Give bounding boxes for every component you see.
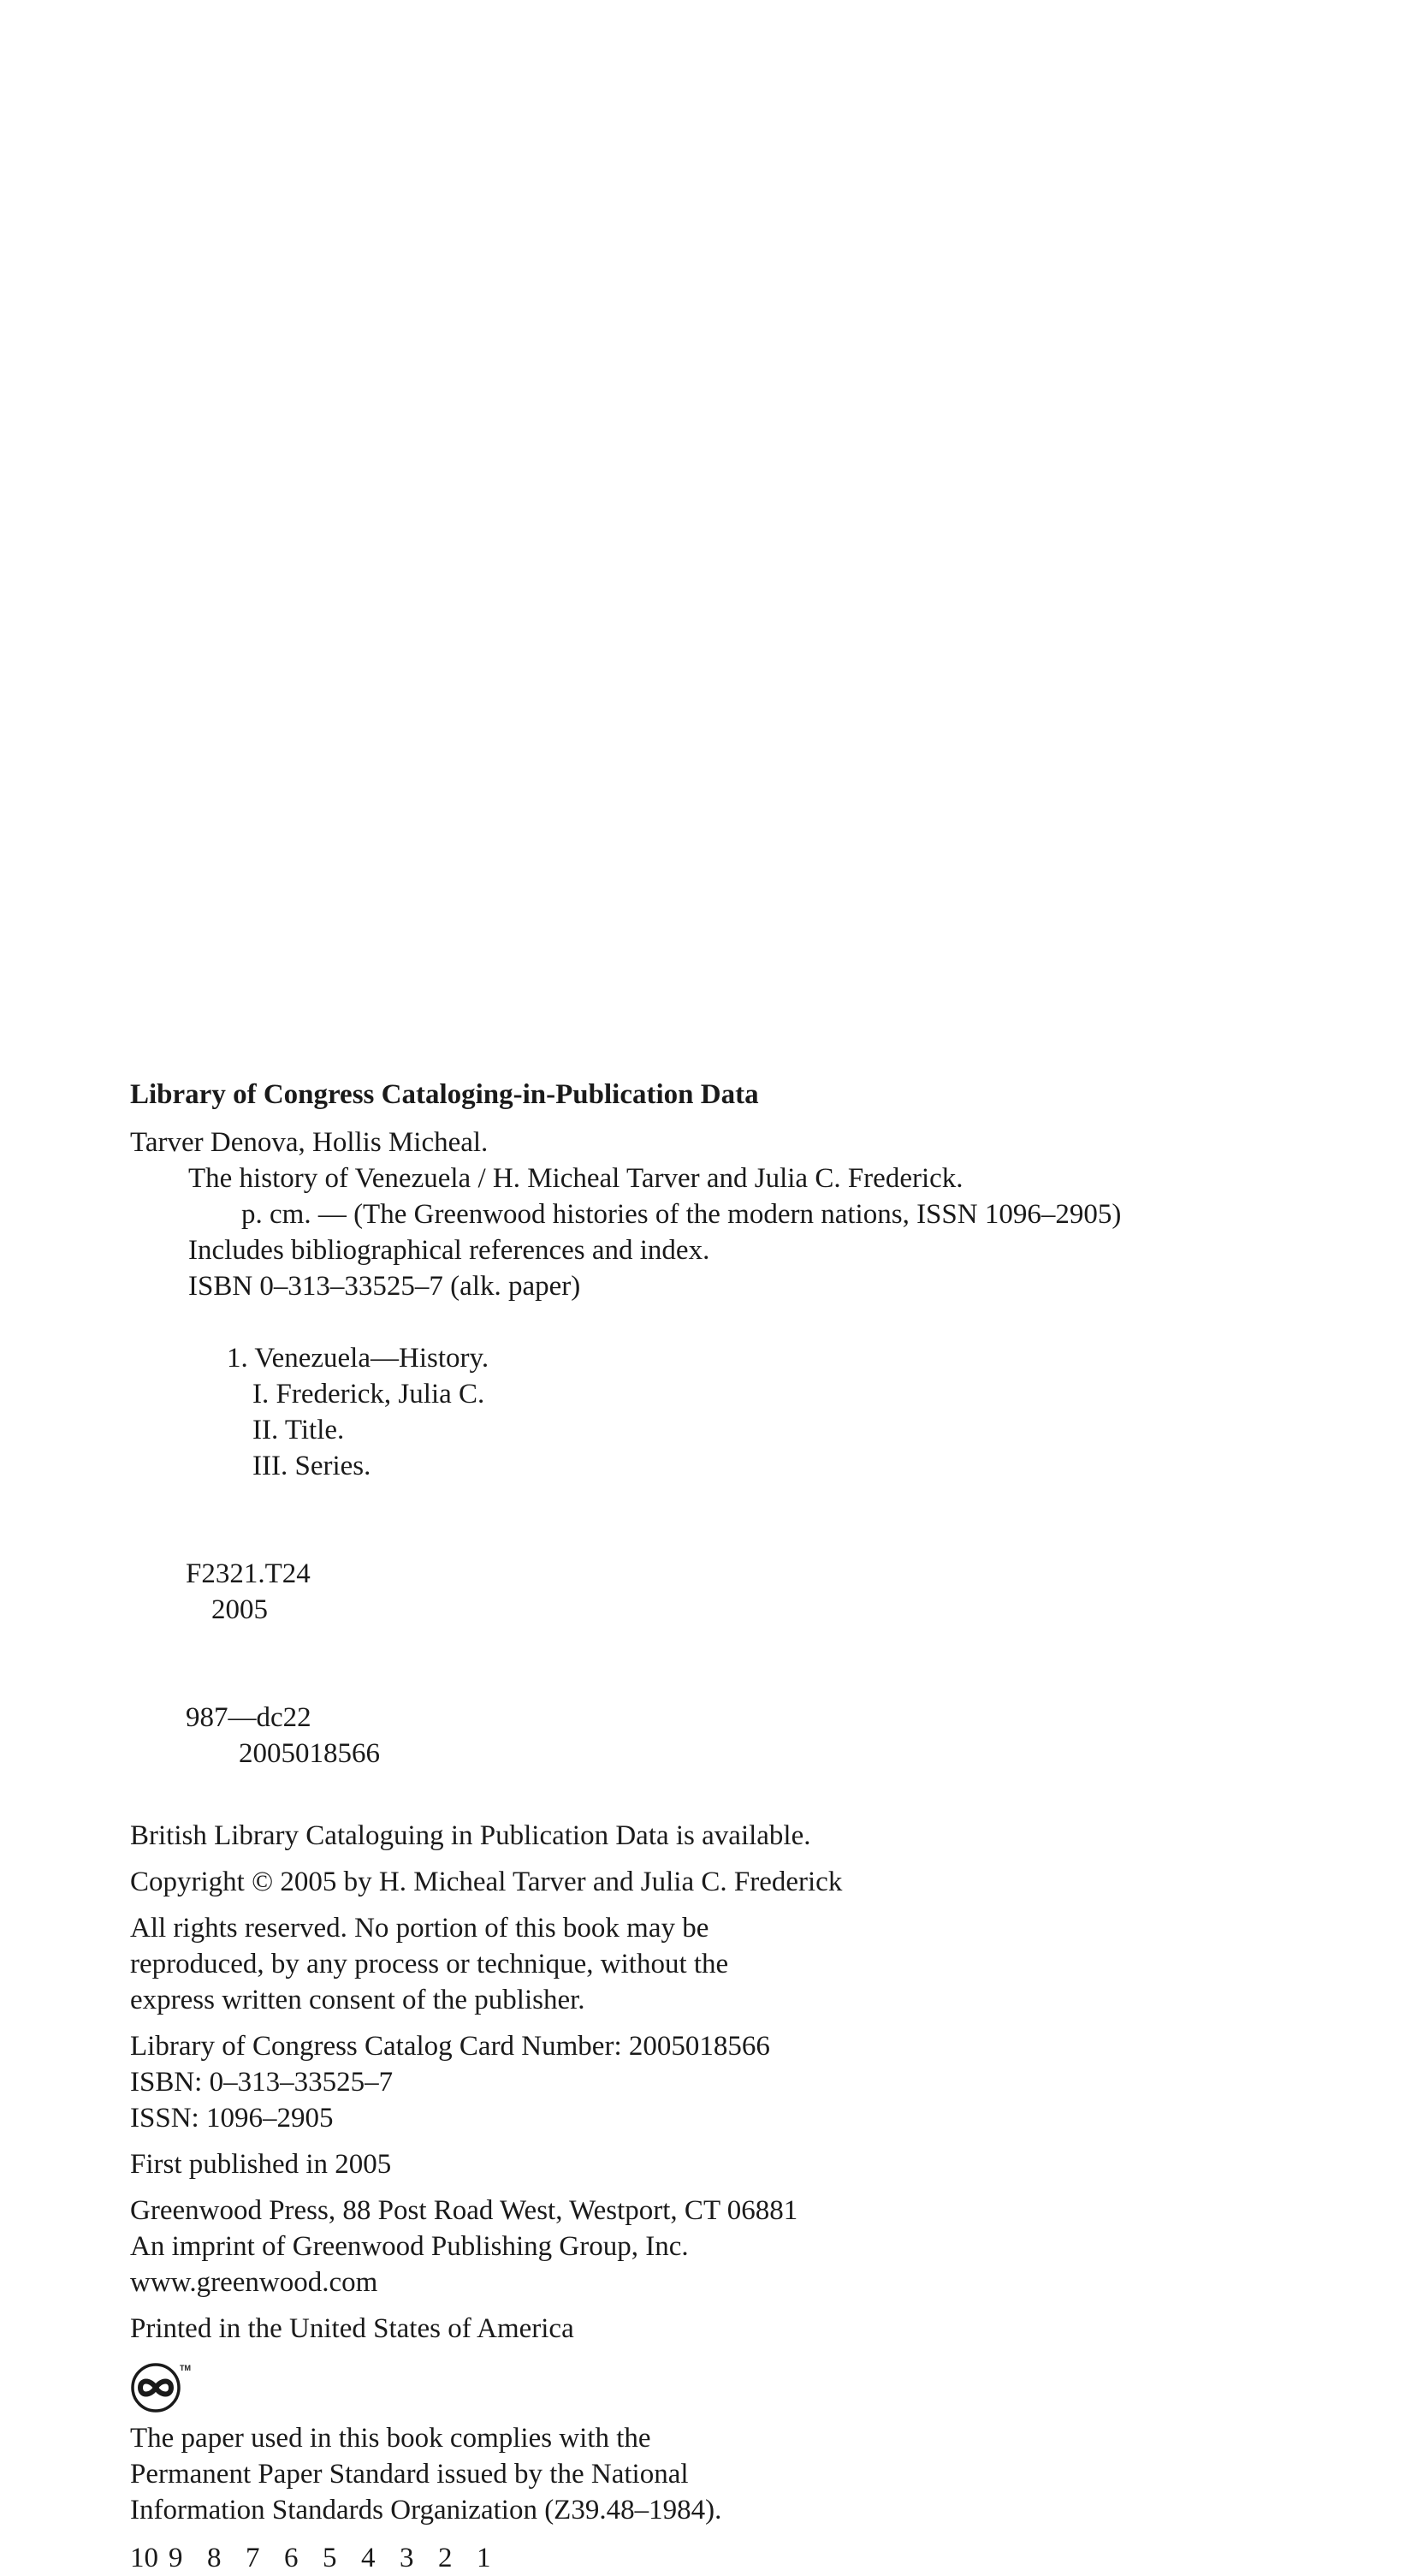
cip-subject-4: III. Series.	[252, 1451, 371, 1481]
printed-in: Printed in the United States of America	[130, 2313, 574, 2344]
cip-title-line: The history of Venezuela / H. Micheal Tarver and Julia C. Frederick.	[188, 1163, 963, 1194]
printing-number: 1	[477, 2543, 491, 2573]
cip-lccn: 2005018566	[239, 1738, 380, 1769]
paper-note-line: The paper used in this book complies with the	[130, 2423, 651, 2454]
paper-note	[130, 2420, 1328, 2528]
printing-number: 2	[438, 2543, 453, 2573]
isbn-line: ISBN: 0–313–33525–7	[130, 2067, 394, 2098]
printing-line	[130, 2540, 1328, 2576]
issn-line: ISSN: 1096–2905	[130, 2103, 334, 2134]
cip-isbn-line: ISBN 0–313–33525–7 (alk. paper)	[188, 1271, 581, 1302]
printing-number: 7	[246, 2543, 260, 2573]
printing-number: 4	[361, 2543, 376, 2573]
copyright-page	[130, 1077, 1328, 2576]
cip-call-number-class: F2321.T24	[186, 1558, 311, 1589]
publisher-info	[130, 2193, 1328, 2300]
cip-series-line: p. cm. — (The Greenwood histories of the modern nations, ISSN 1096–2905)	[241, 1199, 1122, 1230]
rights-line: reproduced, by any process or technique, without the	[130, 1949, 729, 1979]
printing-number: 9	[169, 2543, 183, 2573]
lccn-line: Library of Congress Catalog Card Number: 2005018566	[130, 2031, 770, 2062]
paper-note-line: Information Standards Organization (Z39.48–1984).	[130, 2495, 722, 2526]
cip-subject-1: 1. Venezuela—History.	[227, 1343, 489, 1374]
cip-notes-line: Includes bibliographical references and index.	[188, 1235, 710, 1266]
cip-subject-3: II. Title.	[252, 1415, 345, 1445]
cip-subject-2: I. Frederick, Julia C.	[252, 1379, 485, 1410]
cip-dewey	[130, 1664, 1328, 1807]
cip-dewey-number: 987—dc22	[186, 1702, 311, 1733]
printing-number: 3	[400, 2543, 414, 2573]
rights-line: All rights reserved. No portion of this book may be	[130, 1913, 709, 1944]
printing-number: 6	[284, 2543, 299, 2573]
cip-call-number	[130, 1520, 1328, 1664]
cip-subjects	[130, 1304, 1328, 1520]
trademark-mark: TM	[180, 2364, 191, 2372]
identifiers	[130, 2028, 1328, 2136]
rights-statement	[130, 1910, 1328, 2018]
publisher-imprint: An imprint of Greenwood Publishing Group, Inc.	[130, 2231, 689, 2262]
printing-number: 10	[130, 2543, 158, 2573]
cip-call-number-year: 2005	[211, 1594, 268, 1625]
first-published: First published in 2005	[130, 2149, 392, 2180]
copyright-notice: Copyright © 2005 by H. Micheal Tarver and Julia C. Frederick	[130, 1867, 843, 1897]
printing-number: 5	[323, 2543, 337, 2573]
paper-note-line: Permanent Paper Standard issued by the National	[130, 2459, 689, 2490]
rights-line: express written consent of the publisher.	[130, 1985, 585, 2015]
cip-author: Tarver Denova, Hollis Micheal.	[130, 1127, 489, 1158]
british-library-note: British Library Cataloguing in Publication Data is available.	[130, 1820, 811, 1851]
printing-number: 8	[207, 2543, 222, 2573]
cip-heading: Library of Congress Cataloging-in-Publication Data	[130, 1079, 759, 1110]
infinity-permanent-paper-icon	[130, 2359, 195, 2415]
publisher-website: www.greenwood.com	[130, 2267, 378, 2298]
publisher-address: Greenwood Press, 88 Post Road West, Westport, CT 06881	[130, 2195, 798, 2226]
infinity-logo-svg	[130, 2359, 195, 2415]
